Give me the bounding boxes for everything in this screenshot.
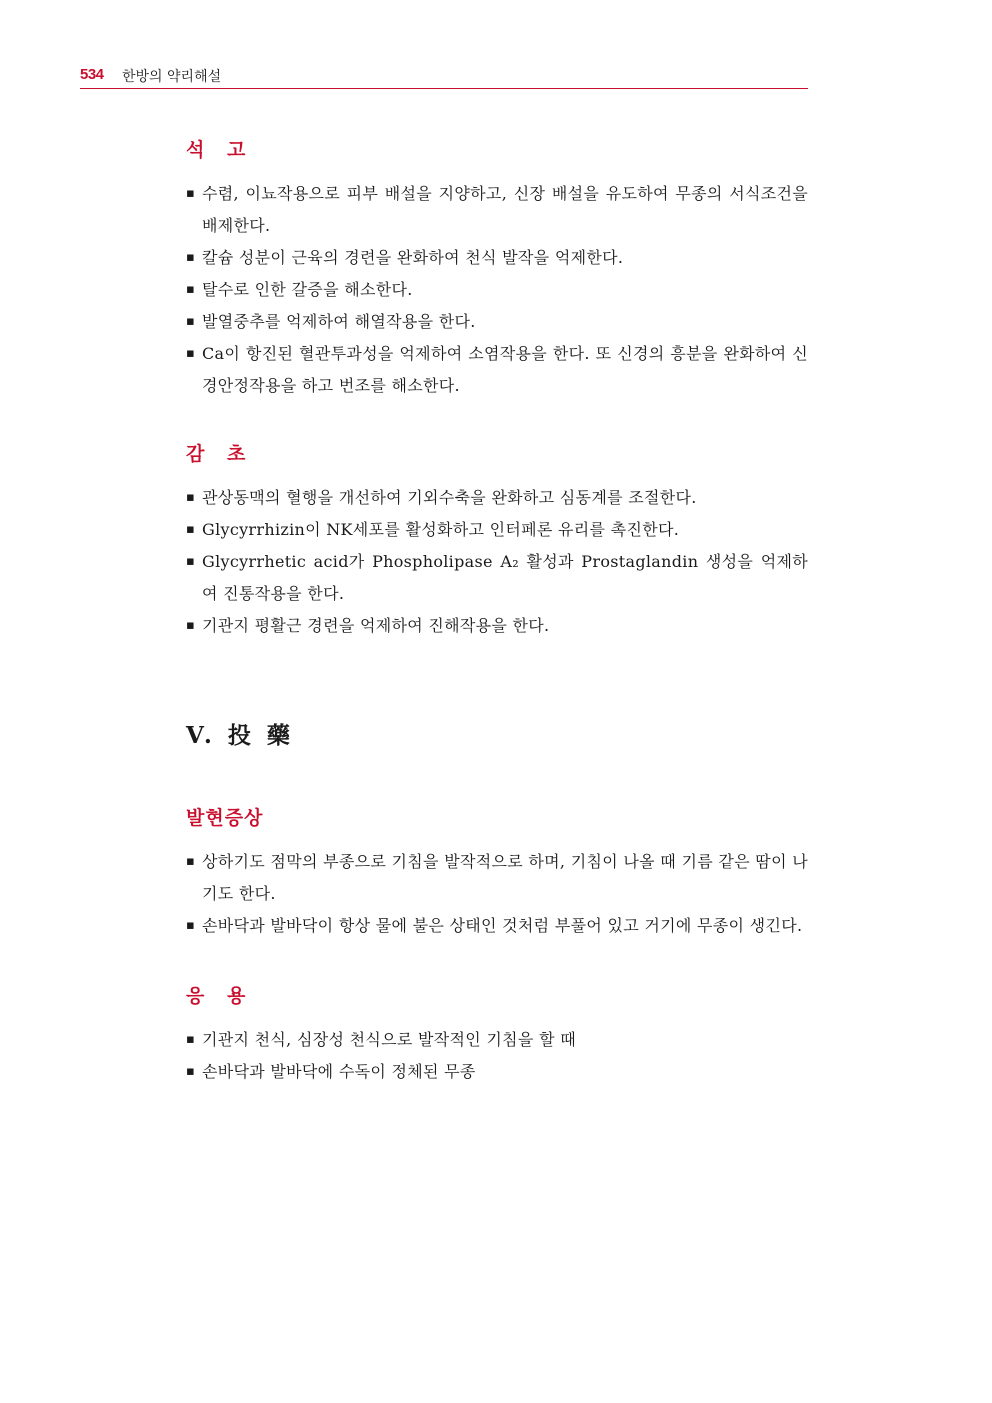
- section-heading-seokgo: 석 고: [186, 139, 254, 161]
- bullet: ▪: [186, 490, 196, 505]
- bullet: ▪: [186, 1032, 196, 1047]
- list-item: ▪ 칼슘 성분이 근육의 경련을 완화하여 천식 발작을 억제한다.: [186, 242, 808, 274]
- list-item: ▪ 기관지 천식, 심장성 천식으로 발작적인 기침을 할 때: [186, 1024, 808, 1056]
- list-item: ▪ 탈수로 인한 갈증을 해소한다.: [186, 274, 808, 306]
- list-item: ▪ 손바닥과 발바닥이 항상 물에 불은 상태인 것처럼 부풀어 있고 거기에 무종이 생긴다.: [186, 910, 808, 942]
- page-number: 534: [80, 66, 104, 83]
- bullet: ▪: [186, 554, 196, 569]
- bullet: ▪: [186, 346, 196, 361]
- bullet: ▪: [186, 918, 196, 933]
- bullet: ▪: [186, 854, 196, 869]
- list-item: ▪ 상하기도 점막의 부종으로 기침을 발작적으로 하며, 기침이 나올 때 기름 같은 땀이 나기도 한다.: [186, 846, 808, 910]
- list-item: ▪ 발열중추를 억제하여 해열작용을 한다.: [186, 306, 808, 338]
- application-list: [186, 1024, 808, 1088]
- list-item: ▪ 손바닥과 발바닥에 수독이 정체된 무종: [186, 1056, 808, 1088]
- bullet: ▪: [186, 282, 196, 297]
- section-heading-gamcho: 감 초: [186, 443, 254, 465]
- list-item: ▪ 관상동맥의 혈행을 개선하여 기외수축을 완화하고 심동계를 조절한다.: [186, 482, 808, 514]
- bullet: ▪: [186, 314, 196, 329]
- list-item: ▪ Glycyrrhetic acid가 Phospholipase A₂ 활성과 Prostaglandin 생성을 억제하여 진통작용을 한다.: [186, 546, 808, 610]
- bullet: ▪: [186, 618, 196, 633]
- list-item: ▪ 수렴, 이뇨작용으로 피부 배설을 지양하고, 신장 배설을 유도하여 무종의 서식조건을 배제한다.: [186, 178, 808, 242]
- gamcho-list: [186, 482, 808, 642]
- bullet: ▪: [186, 1064, 196, 1079]
- page-content: [186, 136, 808, 1088]
- chapter-title: V. 投 藥: [186, 722, 294, 749]
- running-header: [80, 66, 808, 89]
- list-item: ▪ Glycyrrhizin이 NK세포를 활성화하고 인터페론 유리를 촉진한다.: [186, 514, 808, 546]
- bullet: ▪: [186, 522, 196, 537]
- symptoms-list: [186, 846, 808, 942]
- seokgo-list: [186, 178, 808, 402]
- list-item: ▪ 기관지 평활근 경련을 억제하여 진해작용을 한다.: [186, 610, 808, 642]
- bullet: ▪: [186, 250, 196, 265]
- section-heading-application: 응 용: [186, 985, 254, 1007]
- list-item: ▪ Ca이 항진된 혈관투과성을 억제하여 소염작용을 한다. 또 신경의 흥분을 완화하여 신경안정작용을 하고 번조를 해소한다.: [186, 338, 808, 402]
- book-title: 한방의 약리해설: [122, 69, 222, 85]
- bullet: ▪: [186, 186, 196, 201]
- section-heading-symptoms: 발현증상: [186, 807, 264, 829]
